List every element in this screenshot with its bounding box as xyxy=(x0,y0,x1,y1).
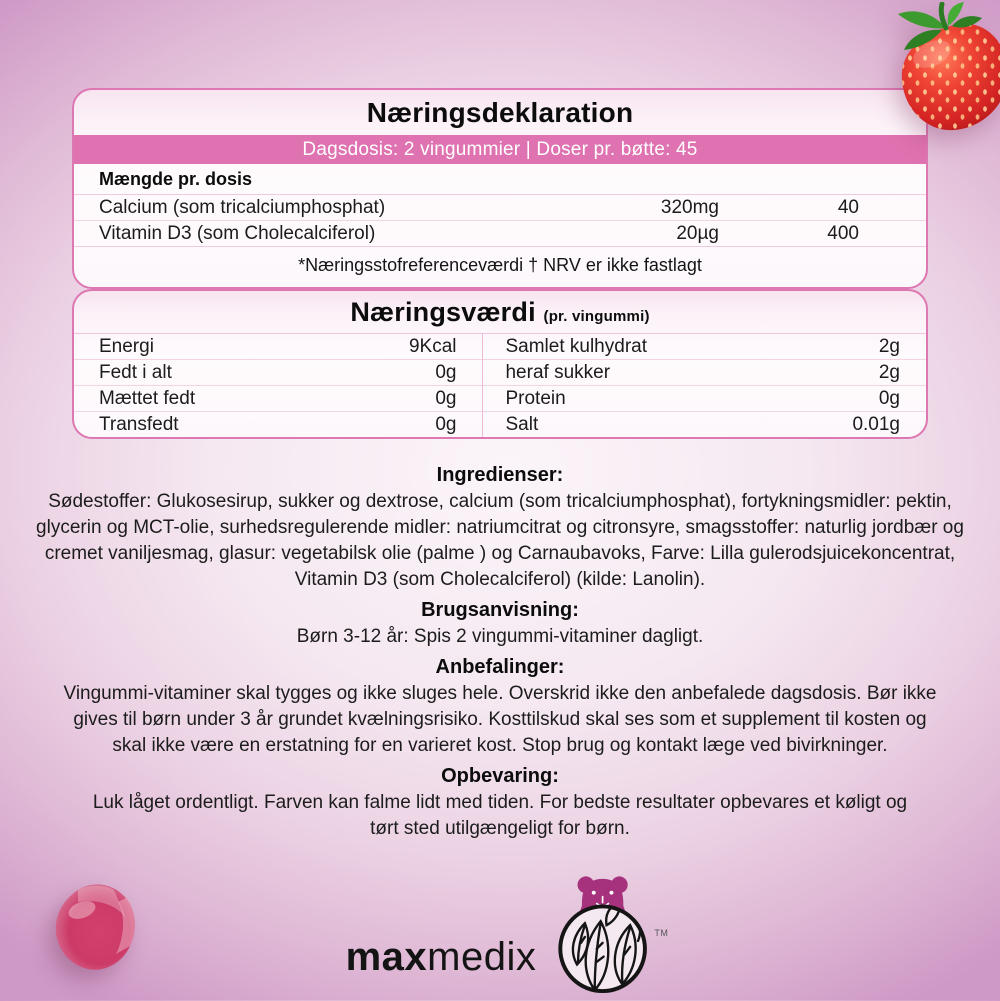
panel2-title xyxy=(74,291,926,334)
info-sections xyxy=(0,458,1000,842)
table-row xyxy=(74,220,926,246)
nutrition-left-column xyxy=(74,334,483,437)
brand-wordmark-bold: max xyxy=(345,934,428,979)
nutrient-label: heraf sukker xyxy=(505,361,611,383)
nutrient-value: 0g xyxy=(878,387,900,409)
storage-heading: Opbevaring: xyxy=(441,765,559,787)
amount-per-dose-header: Mængde pr. dosis xyxy=(74,164,926,195)
bear-leaf-icon xyxy=(550,872,654,996)
nutrient-label: Salt xyxy=(505,413,539,435)
brand-wordmark xyxy=(346,935,537,980)
brand-wordmark-light: medix xyxy=(427,934,537,979)
nutrient-label: Samlet kulhydrat xyxy=(505,335,647,357)
trademark-symbol: TM xyxy=(654,928,669,938)
nutrient-label: Fedt i alt xyxy=(99,361,172,383)
nutrition-value-panel xyxy=(72,289,928,439)
nutrition-right-column xyxy=(483,334,926,437)
panel1-title: Næringsdeklaration xyxy=(366,97,634,128)
nutrient-value: 9Kcal xyxy=(408,335,457,357)
table-row xyxy=(483,411,926,437)
panel2-title-text: Næringsværdi xyxy=(350,297,536,327)
nutrient-value: 0.01g xyxy=(852,413,900,435)
nutrition-declaration-panel xyxy=(72,88,928,289)
nutrient-nrv: 400 xyxy=(827,222,859,244)
nutrient-label: Protein xyxy=(505,387,566,409)
nutrient-label: Mættet fedt xyxy=(99,387,196,409)
nutrient-amount: 320mg xyxy=(660,196,719,218)
nrv-footnote: *Næringsstofreferenceværdi † NRV er ikke fastlagt xyxy=(74,246,926,287)
table-row xyxy=(74,411,482,437)
ingredients-heading: Ingredienser: xyxy=(436,464,564,486)
dose-info-band: Dagsdosis: 2 vingummier | Doser pr. bøtte: 45 xyxy=(74,135,926,164)
table-row xyxy=(483,359,926,385)
nutrient-value: 0g xyxy=(435,413,457,435)
usage-heading: Brugsanvisning: xyxy=(421,599,579,621)
nutrient-value: 2g xyxy=(878,335,900,357)
nutrient-value: 2g xyxy=(878,361,900,383)
nutrient-nrv: 40 xyxy=(837,196,859,218)
table-row xyxy=(74,385,482,411)
table-row xyxy=(483,334,926,359)
strawberry-image xyxy=(876,2,1000,144)
panel2-subtitle: (pr. vingummi) xyxy=(543,308,650,325)
table-row xyxy=(74,334,482,359)
table-row xyxy=(74,195,926,220)
nutrient-label: Energi xyxy=(99,335,154,357)
nutrient-label: Transfedt xyxy=(99,413,179,435)
table-row xyxy=(74,359,482,385)
nutrient-label: Calcium (som tricalciumphosphat) xyxy=(99,196,386,218)
table-row xyxy=(483,385,926,411)
usage-body: Børn 3-12 år: Spis 2 vingummi-vitaminer dagligt. xyxy=(296,626,704,647)
ingredients-body: Sødestoffer: Glukosesirup, sukker og dextrose, calcium (som tricalciumphosphat), fortykningsmidler: pektin, glycerin og MCT-olie, surhedsregulerende midler: natriumcitrat og citronsyre, smagsstoffer: naturlig jordbær og cremet vaniljesmag, glasur: vegetabilsk olie (palme ) og Carnaubavoks, Farve: Lilla gulerodsjuicekoncentrat, Vitamin D3 (som Cholecalciferol) (kilde: Lanolin). xyxy=(36,491,964,590)
brand-logo xyxy=(345,872,669,996)
storage-body: Luk låget ordentligt. Farven kan falme lidt med tiden. For bedste resultater opbevares et køligt og tørt sted utilgængeligt for børn. xyxy=(92,792,908,839)
nutrient-label: Vitamin D3 (som Cholecalciferol) xyxy=(99,222,376,244)
nutrient-value: 0g xyxy=(435,361,457,383)
gummy-image xyxy=(38,876,154,990)
nutrient-amount: 20µg xyxy=(676,222,719,244)
nutrient-value: 0g xyxy=(435,387,457,409)
leaf-circle-logo-icon xyxy=(550,872,669,996)
advice-body: Vingummi-vitaminer skal tygges og ikke sluges hele. Overskrid ikke den anbefalede dagsdosis. Bør ikke gives til børn under 3 år grundet kvælningsrisiko. Kosttilskud skal ses som et supplement til kosten og skal ikke være en erstatning for en varieret kost. Stop brug og kontakt læge ved bivirkninger. xyxy=(63,683,937,756)
advice-heading: Anbefalinger: xyxy=(435,656,565,678)
